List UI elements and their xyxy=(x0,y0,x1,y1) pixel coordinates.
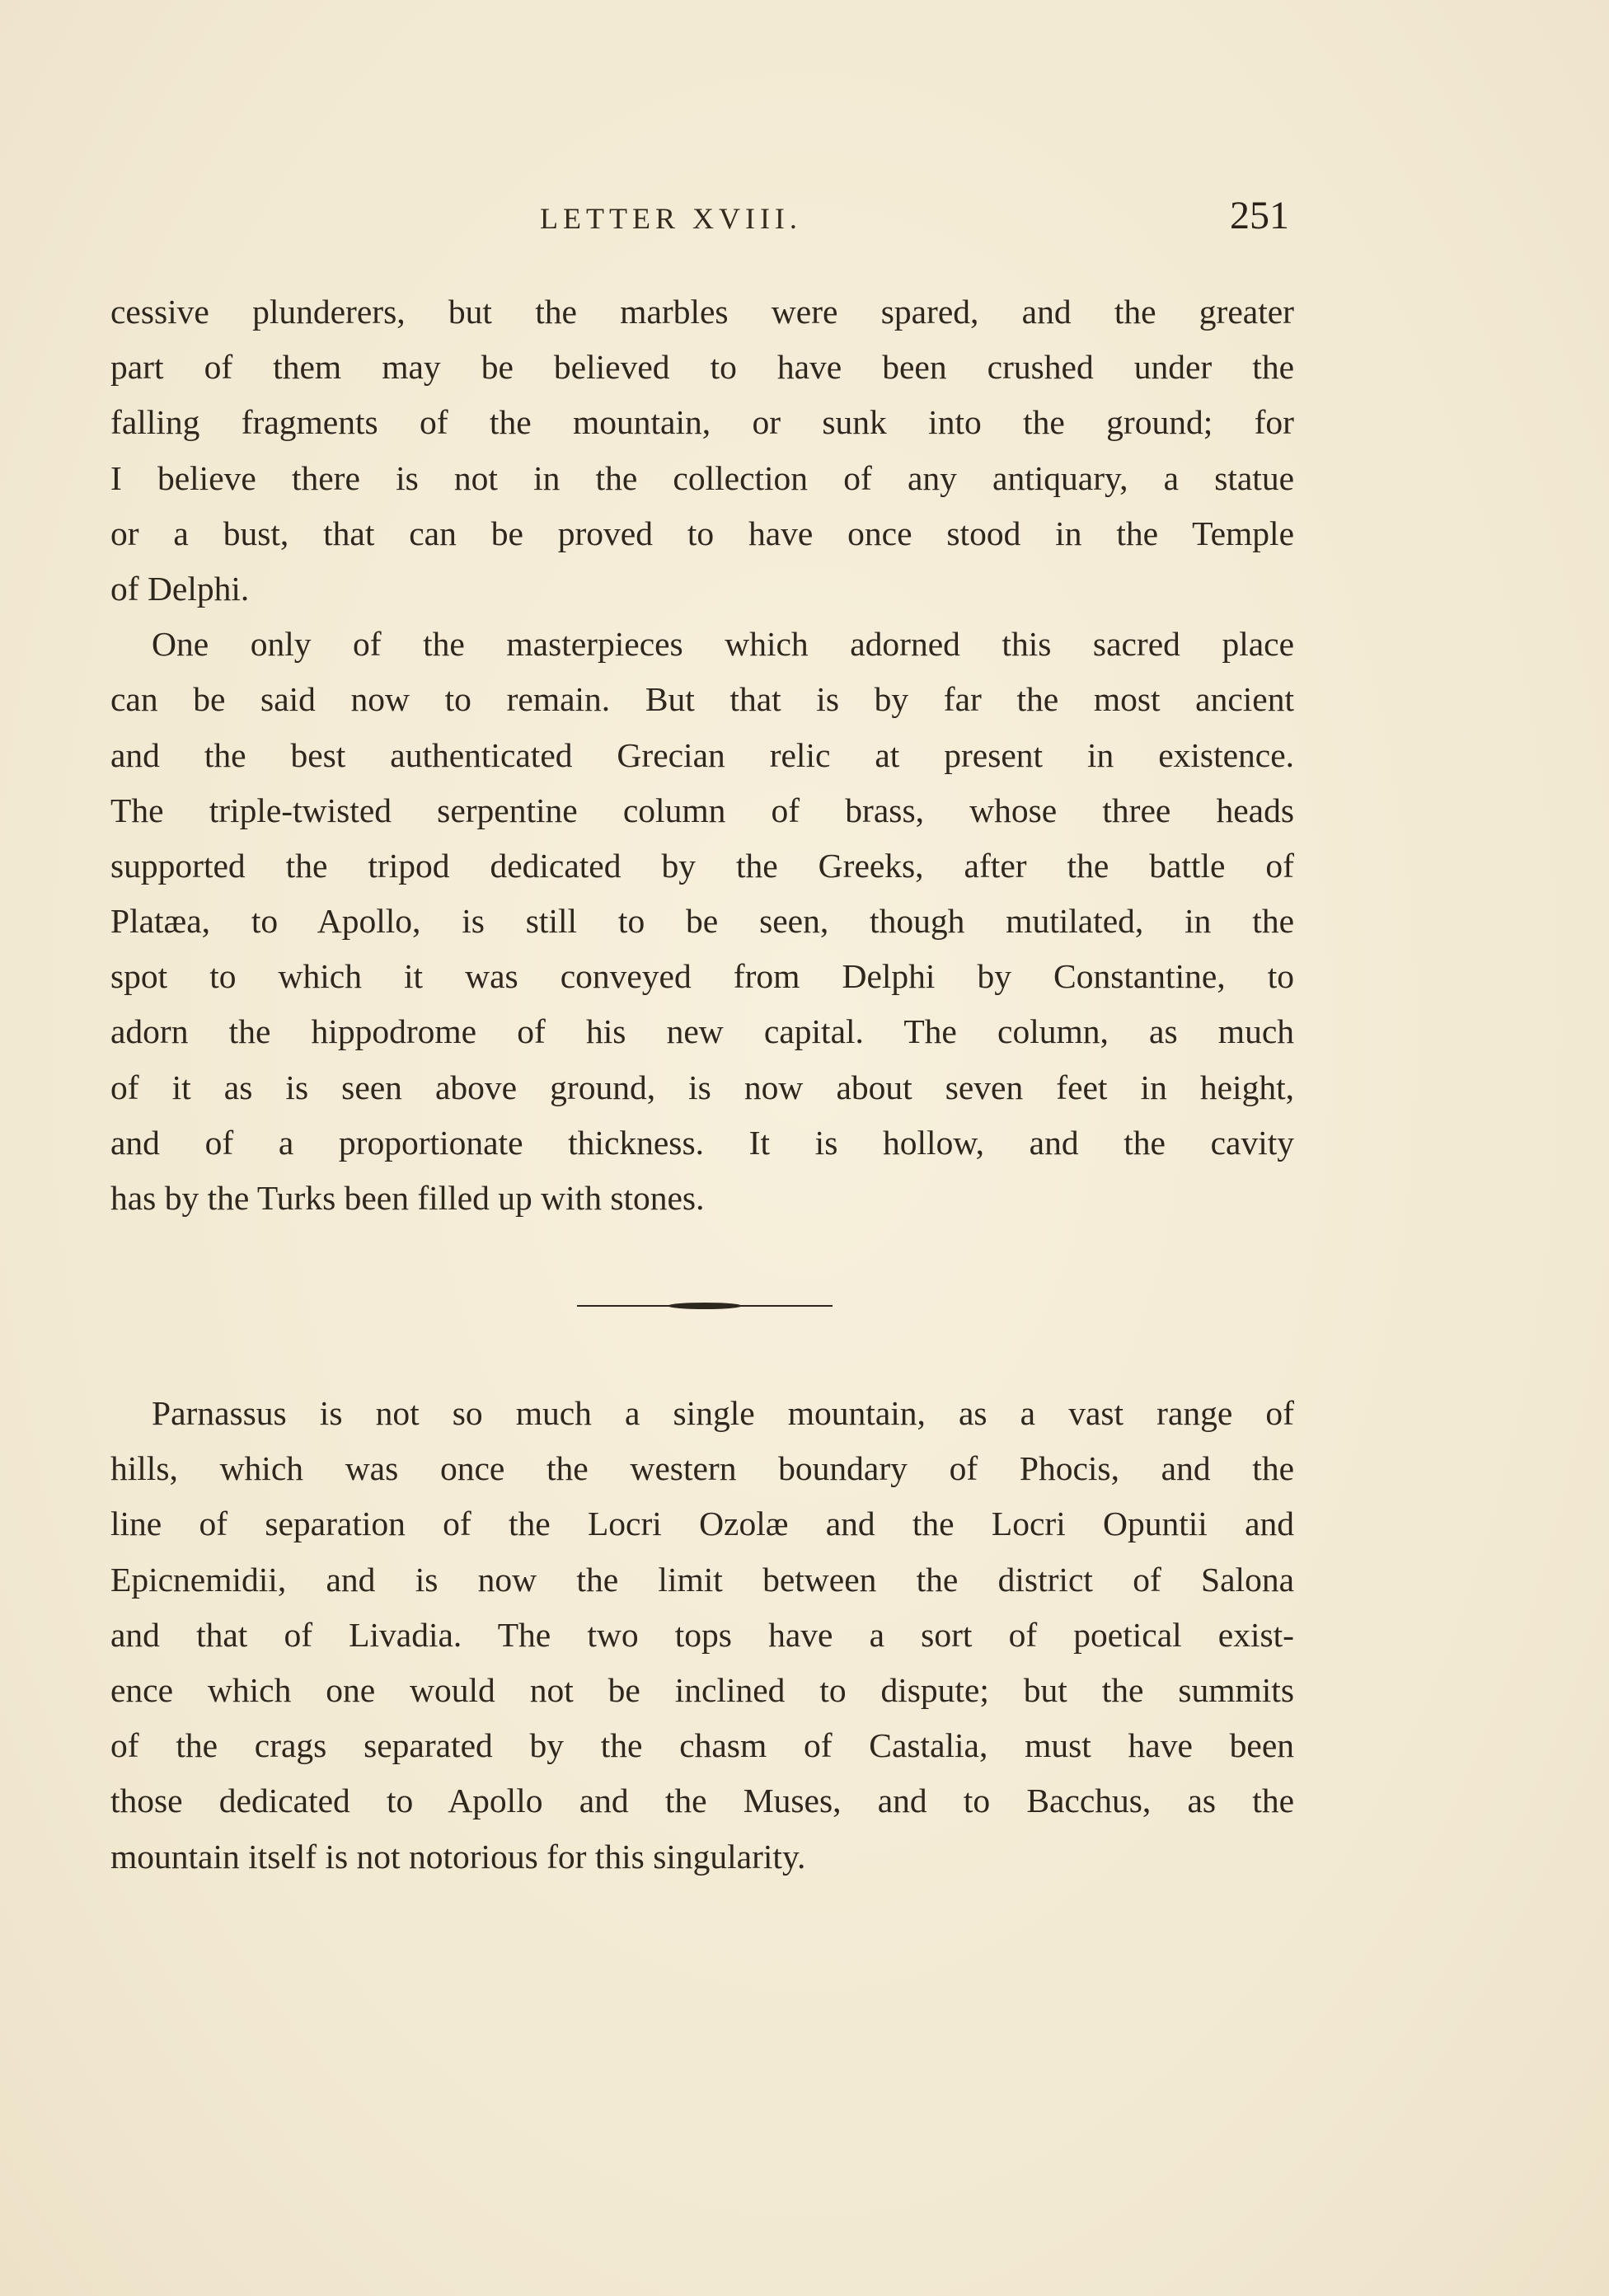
text-line: Epicnemidii, and is now the limit between the district of Salona xyxy=(110,1560,1294,1599)
text-line: cessive plunderers, but the marbles were spared, and the greater xyxy=(110,293,1294,331)
text-line: those dedicated to Apollo and the Muses, and to Bacchus, as the xyxy=(110,1782,1294,1820)
text-line: The triple-twisted serpentine column of brass, whose three heads xyxy=(110,791,1294,829)
text-line: line of separation of the Locri Ozolæ and the Locri Opuntii and xyxy=(110,1505,1294,1543)
paragraph-start-line: Parnassus is not so much a single mountain, as a vast range of xyxy=(152,1394,1294,1432)
text-line: ence which one would not be inclined to dispute; but the summits xyxy=(110,1670,1294,1709)
text-line: and that of Livadia. The two tops have a sort of poetical exist- xyxy=(110,1615,1294,1654)
running-head-title: LETTER XVIII. xyxy=(540,202,802,235)
body-text-section-1 xyxy=(110,284,1294,1226)
text-line: falling fragments of the mountain, or sunk into the ground; for xyxy=(110,403,1294,442)
text-line: of the crags separated by the chasm of Castalia, must have been xyxy=(110,1726,1294,1765)
page-number: 251 xyxy=(1230,194,1289,237)
paragraph-start-line: One only of the masterpieces which adorned this sacred place xyxy=(152,625,1294,664)
text-line: adorn the hippodrome of his new capital. The column, as much xyxy=(110,1012,1294,1051)
text-line: of Delphi. xyxy=(110,569,250,608)
text-line: spot to which it was conveyed from Delphi by Constantine, to xyxy=(110,957,1294,996)
text-line: hills, which was once the western boundary of Phocis, and the xyxy=(110,1449,1294,1488)
text-line: part of them may be believed to have been crushed under the xyxy=(110,348,1294,387)
text-line: can be said now to remain. But that is by far the most ancient xyxy=(110,680,1294,719)
running-head xyxy=(0,196,1609,246)
section-separator-rule xyxy=(577,1303,833,1309)
text-line: has by the Turks been filled up with stones. xyxy=(110,1179,705,1217)
text-line: mountain itself is not notorious for this singularity. xyxy=(110,1837,806,1876)
text-line: or a bust, that can be proved to have once stood in the Temple xyxy=(110,514,1294,552)
text-line: and the best authenticated Grecian relic at present in existence. xyxy=(110,735,1294,774)
text-line: supported the tripod dedicated by the Greeks, after the battle of xyxy=(110,846,1294,885)
text-line: of it as is seen above ground, is now about seven feet in height, xyxy=(110,1068,1294,1106)
text-line: Platæa, to Apollo, is still to be seen, though mutilated, in the xyxy=(110,902,1294,941)
body-text-section-2 xyxy=(110,1386,1294,1885)
text-line: and of a proportionate thickness. It is hollow, and the cavity xyxy=(110,1123,1294,1162)
text-line: I believe there is not in the collection of any antiquary, a statue xyxy=(110,458,1294,497)
